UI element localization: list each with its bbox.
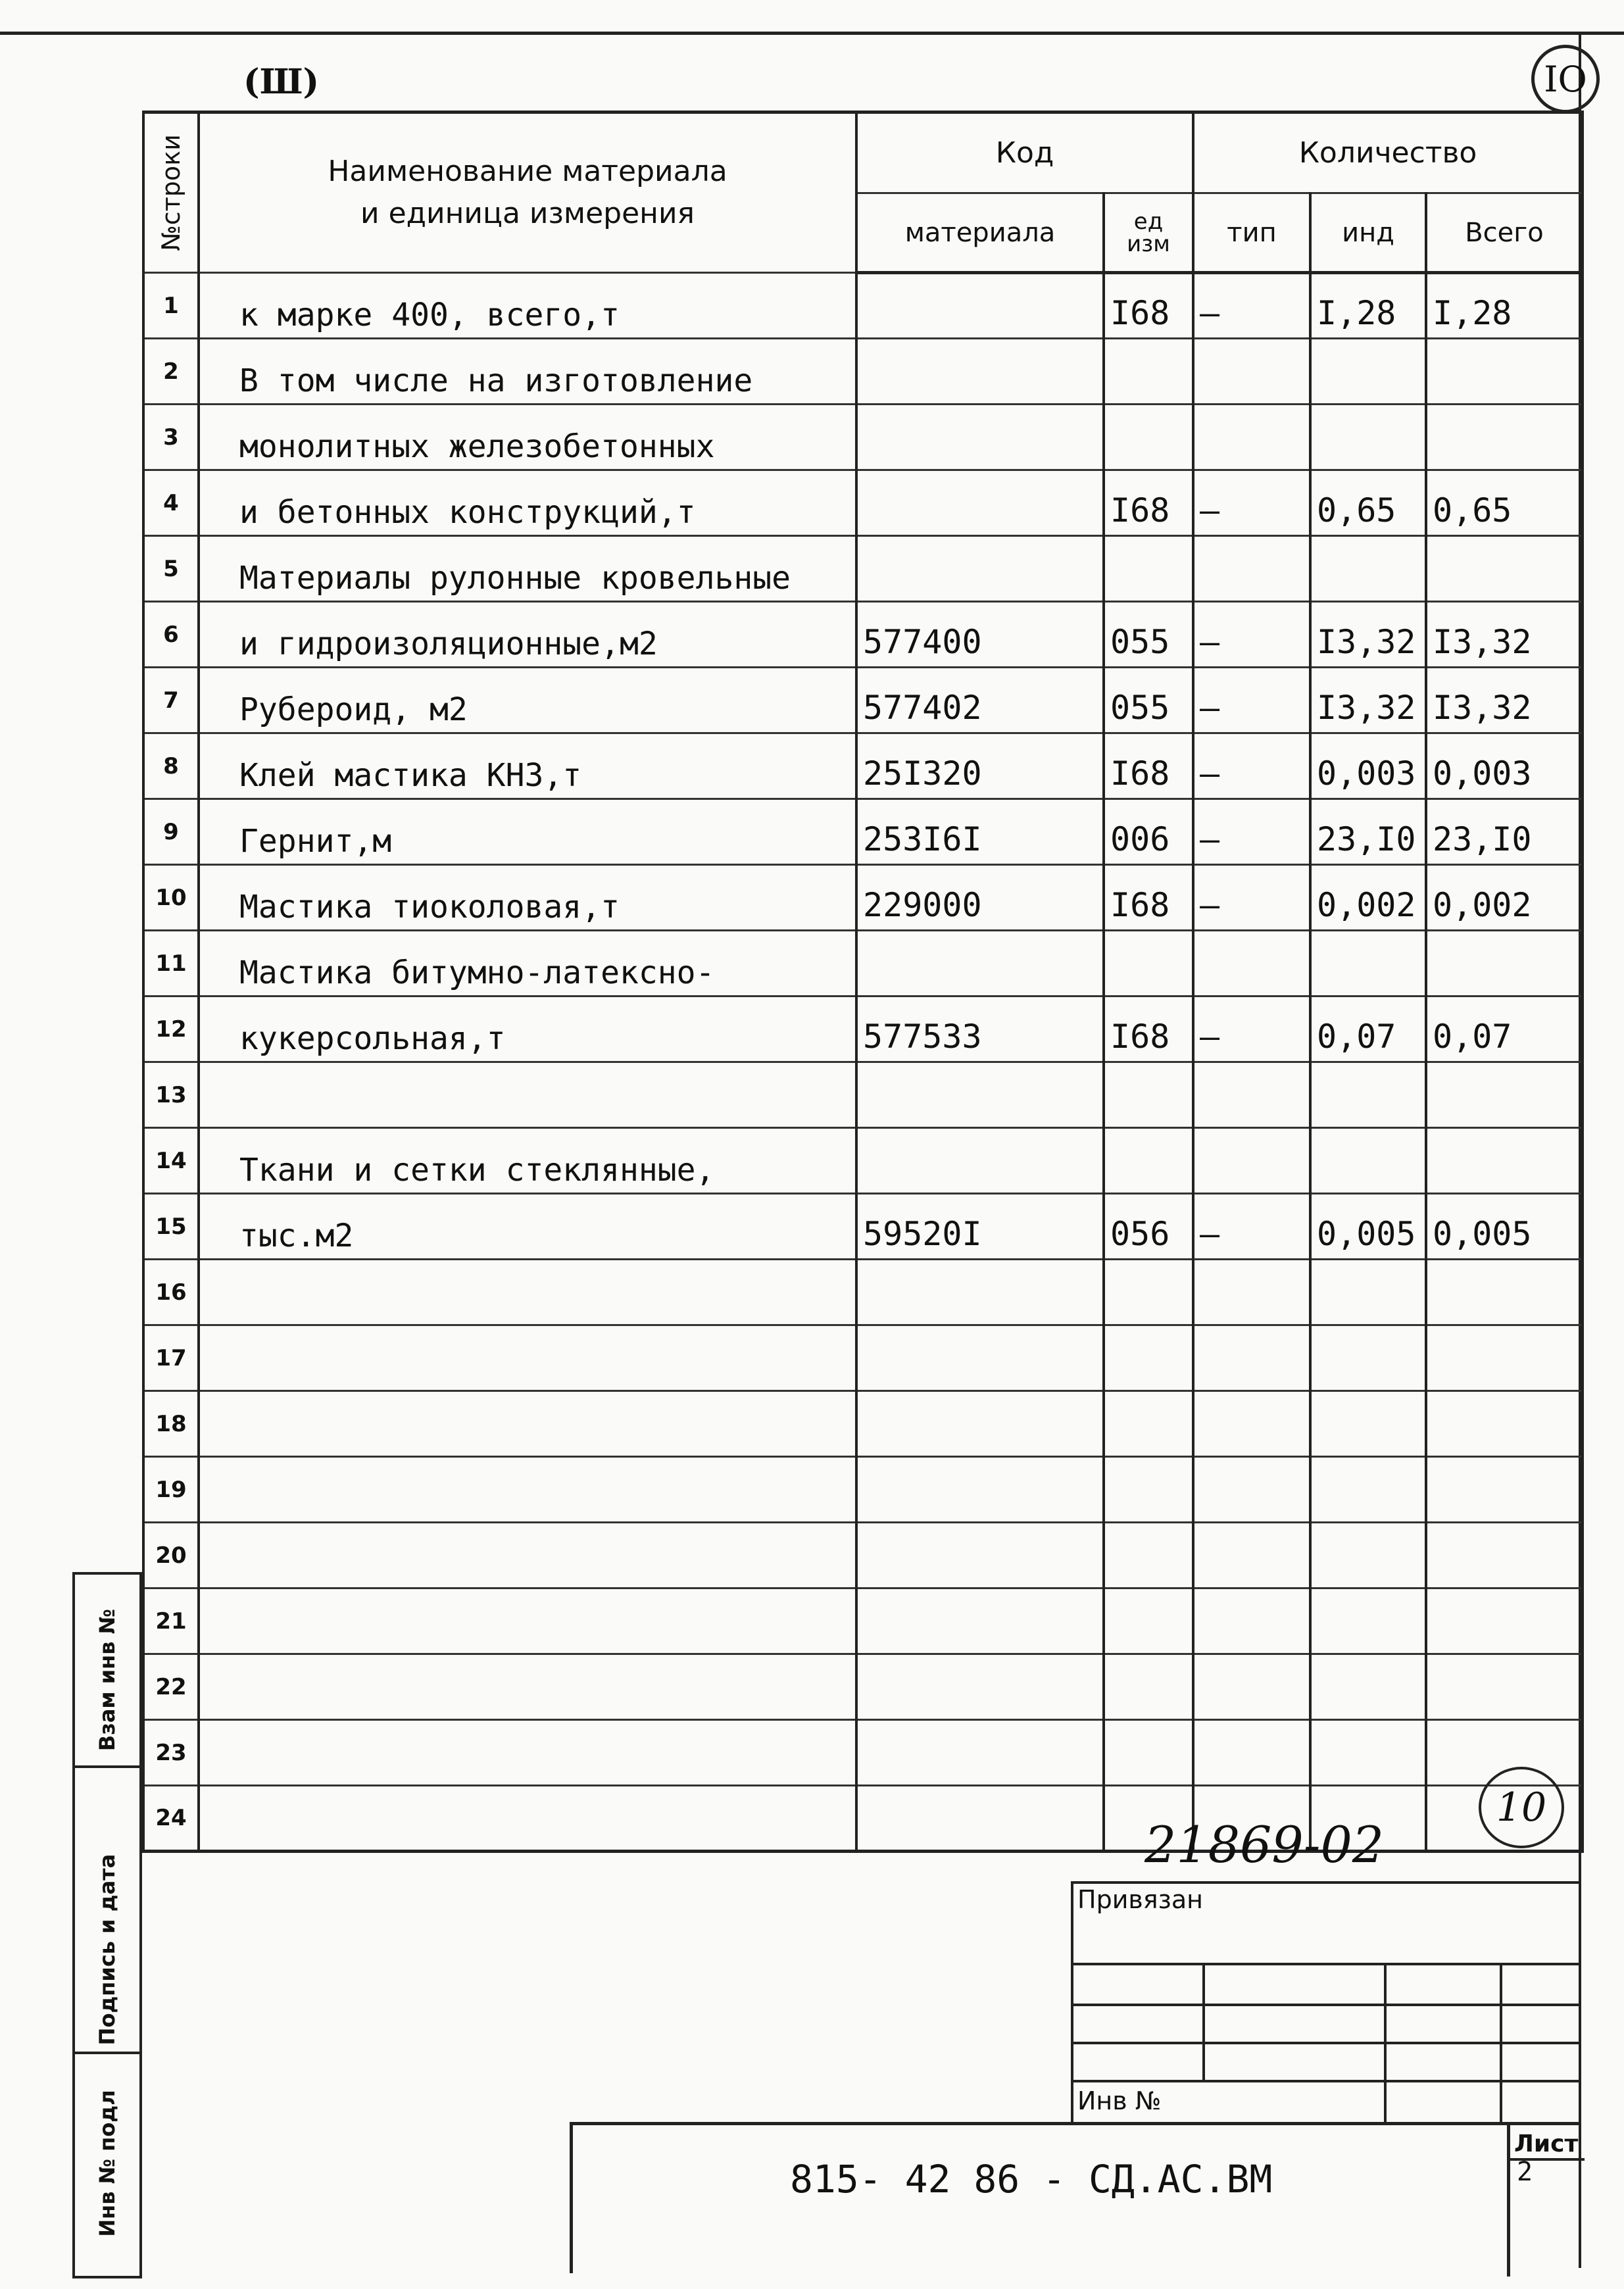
table-row (143, 470, 1583, 536)
qty-total-cell: 0,002 (1426, 865, 1583, 931)
qty-type-cell: – (1193, 668, 1310, 733)
header-unit-line2: изм (1127, 230, 1170, 257)
sheet-cell (1507, 2125, 1585, 2277)
header-material-name (199, 112, 856, 273)
material-name-cell: кукерсольная,т (199, 997, 856, 1062)
qty-total-cell: I3,32 (1426, 602, 1583, 668)
sidebar-label-signature-date: Подпись и дата (95, 1854, 120, 2046)
qty-ind-cell (1310, 1720, 1426, 1786)
qty-ind-cell (1310, 1654, 1426, 1720)
sheet-label: Лист (1514, 2130, 1579, 2157)
unit-code-cell: I68 (1104, 997, 1193, 1062)
qty-ind-cell: 0,002 (1310, 865, 1426, 931)
stamp-line (1071, 1881, 1581, 1884)
material-code-cell (856, 470, 1104, 536)
material-name-cell (199, 1523, 856, 1588)
material-code-cell (856, 1588, 1104, 1654)
row-number-cell: 10 (143, 865, 199, 931)
material-name-cell (199, 1654, 856, 1720)
qty-ind-cell (1310, 1062, 1426, 1128)
sidebar-stamp-strip (72, 1572, 142, 2278)
material-name-cell: Гернит,м (199, 799, 856, 865)
qty-total-cell (1426, 1062, 1583, 1128)
materials-table (142, 111, 1584, 1853)
unit-code-cell: 055 (1104, 668, 1193, 733)
qty-type-cell (1193, 1062, 1310, 1128)
row-number-cell: 12 (143, 997, 199, 1062)
qty-type-cell: – (1193, 470, 1310, 536)
sheet-number: 2 (1517, 2157, 1533, 2187)
qty-total-cell (1426, 1523, 1583, 1588)
row-number-cell: 6 (143, 602, 199, 668)
table-row (143, 1391, 1583, 1457)
material-name-cell: и гидроизоляционные,м2 (199, 602, 856, 668)
table-row (143, 1523, 1583, 1588)
qty-type-cell: – (1193, 799, 1310, 865)
unit-code-cell (1104, 339, 1193, 405)
material-name-cell (199, 1260, 856, 1325)
unit-code-cell (1104, 931, 1193, 997)
qty-type-cell (1193, 1523, 1310, 1588)
row-number-cell: 23 (143, 1720, 199, 1786)
table-row (143, 799, 1583, 865)
qty-total-cell (1426, 405, 1583, 470)
material-code-cell (856, 1654, 1104, 1720)
qty-ind-cell (1310, 1128, 1426, 1194)
qty-ind-cell (1310, 1588, 1426, 1654)
unit-code-cell: 006 (1104, 799, 1193, 865)
row-number-cell: 9 (143, 799, 199, 865)
qty-total-cell (1426, 339, 1583, 405)
material-code-cell (856, 1062, 1104, 1128)
qty-type-cell (1193, 1128, 1310, 1194)
header-row-number (143, 112, 199, 273)
stamp-line (1071, 2080, 1581, 2082)
row-number-cell: 24 (143, 1786, 199, 1852)
unit-code-cell (1104, 536, 1193, 602)
table-row (143, 1654, 1583, 1720)
table-row (143, 273, 1583, 339)
qty-total-cell: I,28 (1426, 273, 1583, 339)
top-border-line (0, 32, 1624, 35)
table-row (143, 536, 1583, 602)
material-name-cell (199, 1325, 856, 1391)
material-code-cell: 25I320 (856, 733, 1104, 799)
material-name-cell (199, 1720, 856, 1786)
table-row (143, 1325, 1583, 1391)
material-name-cell: Материалы рулонные кровельные (199, 536, 856, 602)
table-row (143, 733, 1583, 799)
row-number-cell: 1 (143, 273, 199, 339)
material-code-cell (856, 1325, 1104, 1391)
material-code-cell: 59520I (856, 1194, 1104, 1260)
qty-type-cell (1193, 1588, 1310, 1654)
row-number-cell: 17 (143, 1325, 199, 1391)
row-number-cell: 21 (143, 1588, 199, 1654)
qty-type-cell: – (1193, 602, 1310, 668)
qty-ind-cell (1310, 1325, 1426, 1391)
unit-code-cell (1104, 1325, 1193, 1391)
qty-type-cell (1193, 405, 1310, 470)
table-row (143, 1588, 1583, 1654)
qty-total-cell (1426, 1325, 1583, 1391)
material-name-cell (199, 1062, 856, 1128)
material-name-cell: Рубероид, м2 (199, 668, 856, 733)
sidebar-label-original-inv: Инв № подл (95, 2090, 120, 2237)
material-code-cell: 577400 (856, 602, 1104, 668)
unit-code-cell (1104, 1457, 1193, 1523)
row-number-cell: 22 (143, 1654, 199, 1720)
material-code-cell (856, 405, 1104, 470)
row-number-cell: 19 (143, 1457, 199, 1523)
material-code-cell (856, 1260, 1104, 1325)
material-name-cell: и бетонных конструкций,т (199, 470, 856, 536)
qty-ind-cell: 0,65 (1310, 470, 1426, 536)
header-qty-ind: инд (1310, 193, 1426, 273)
stamp-line (1202, 1963, 1205, 2080)
qty-type-cell (1193, 1457, 1310, 1523)
unit-code-cell (1104, 405, 1193, 470)
material-code-cell (856, 273, 1104, 339)
qty-type-cell (1193, 1391, 1310, 1457)
unit-code-cell (1104, 1523, 1193, 1588)
material-name-cell: Клей мастика КН3,т (199, 733, 856, 799)
qty-type-cell: – (1193, 997, 1310, 1062)
material-name-cell: монолитных железобетонных (199, 405, 856, 470)
qty-type-cell: – (1193, 1194, 1310, 1260)
header-qty-type: тип (1193, 193, 1310, 273)
material-name-cell: Мастика тиоколовая,т (199, 865, 856, 931)
row-number-cell: 13 (143, 1062, 199, 1128)
qty-total-cell: 0,65 (1426, 470, 1583, 536)
header-unit-line1: ед (1133, 208, 1164, 235)
row-number-cell: 5 (143, 536, 199, 602)
table-row (143, 997, 1583, 1062)
qty-ind-cell: I3,32 (1310, 602, 1426, 668)
stamp-line (1071, 1881, 1073, 2125)
qty-ind-cell (1310, 1457, 1426, 1523)
qty-type-cell: – (1193, 273, 1310, 339)
material-name-cell (199, 1457, 856, 1523)
inv-label: Инв № (1077, 2086, 1162, 2115)
table-body (143, 273, 1583, 1852)
page-number-circle: IO (1531, 45, 1600, 113)
row-number-cell: 11 (143, 931, 199, 997)
table-row (143, 602, 1583, 668)
table-row (143, 1128, 1583, 1194)
material-code-cell (856, 1786, 1104, 1852)
document-code: 815- 42 86 - СД.АС.ВМ (790, 2157, 1273, 2202)
table-row (143, 931, 1583, 997)
row-number-cell: 15 (143, 1194, 199, 1260)
qty-ind-cell: I,28 (1310, 273, 1426, 339)
sidebar-divider (75, 1765, 139, 1768)
row-number-cell: 14 (143, 1128, 199, 1194)
qty-total-cell (1426, 536, 1583, 602)
material-name-cell: к марке 400, всего,т (199, 273, 856, 339)
material-code-cell (856, 1523, 1104, 1588)
qty-ind-cell (1310, 339, 1426, 405)
qty-ind-cell (1310, 1523, 1426, 1588)
table-row (143, 1720, 1583, 1786)
table-row (143, 339, 1583, 405)
header-name-line2: и единица измерения (360, 197, 695, 230)
qty-ind-cell (1310, 931, 1426, 997)
header-name-line1: Наименование материала (328, 155, 727, 188)
qty-ind-cell: 0,005 (1310, 1194, 1426, 1260)
qty-total-cell: 23,I0 (1426, 799, 1583, 865)
stamp-line (1384, 1963, 1387, 2125)
sidebar-label-replacement-inv: Взам инв № (95, 1608, 120, 1752)
material-code-cell: 577402 (856, 668, 1104, 733)
material-code-cell (856, 931, 1104, 997)
qty-ind-cell: 0,07 (1310, 997, 1426, 1062)
unit-code-cell: 056 (1104, 1194, 1193, 1260)
table-row (143, 865, 1583, 931)
qty-total-cell (1426, 931, 1583, 997)
qty-type-cell (1193, 931, 1310, 997)
qty-type-cell (1193, 1720, 1310, 1786)
table-row (143, 1194, 1583, 1260)
qty-total-cell: 0,003 (1426, 733, 1583, 799)
qty-total-cell (1426, 1654, 1583, 1720)
table-row (143, 1062, 1583, 1128)
unit-code-cell (1104, 1128, 1193, 1194)
row-number-cell: 8 (143, 733, 199, 799)
table-row (143, 1457, 1583, 1523)
handwritten-page-circle: 10 (1479, 1767, 1564, 1848)
header-code-material: материала (856, 193, 1104, 273)
qty-total-cell (1426, 1128, 1583, 1194)
unit-code-cell (1104, 1588, 1193, 1654)
unit-code-cell: 055 (1104, 602, 1193, 668)
title-block (570, 2122, 1581, 2273)
row-number-cell: 18 (143, 1391, 199, 1457)
row-number-cell: 4 (143, 470, 199, 536)
sidebar-divider (75, 2052, 139, 2054)
qty-type-cell (1193, 1260, 1310, 1325)
unit-code-cell (1104, 1391, 1193, 1457)
qty-total-cell: I3,32 (1426, 668, 1583, 733)
material-name-cell (199, 1391, 856, 1457)
material-code-cell (856, 1391, 1104, 1457)
material-name-cell: Ткани и сетки стеклянные, (199, 1128, 856, 1194)
material-code-cell: 577533 (856, 997, 1104, 1062)
bound-label: Привязан (1077, 1885, 1203, 1914)
row-number-cell: 16 (143, 1260, 199, 1325)
material-name-cell: Мастика битумно-латексно- (199, 931, 856, 997)
material-code-cell (856, 1457, 1104, 1523)
qty-ind-cell: I3,32 (1310, 668, 1426, 733)
row-number-cell: 3 (143, 405, 199, 470)
unit-code-cell (1104, 1720, 1193, 1786)
stamp-line (1071, 1963, 1581, 1965)
unit-code-cell (1104, 1062, 1193, 1128)
qty-type-cell (1193, 536, 1310, 602)
header-code-group: Код (856, 112, 1193, 193)
unit-code-cell: I68 (1104, 865, 1193, 931)
material-code-cell: 229000 (856, 865, 1104, 931)
stamp-line (1071, 2004, 1581, 2006)
qty-total-cell: 0,005 (1426, 1194, 1583, 1260)
material-code-cell (856, 536, 1104, 602)
section-mark: (Ш) (243, 62, 320, 102)
qty-total-cell (1426, 1457, 1583, 1523)
qty-total-cell: 0,07 (1426, 997, 1583, 1062)
material-name-cell: В том числе на изготовление (199, 339, 856, 405)
unit-code-cell: I68 (1104, 733, 1193, 799)
qty-ind-cell (1310, 1391, 1426, 1457)
qty-total-cell (1426, 1260, 1583, 1325)
qty-total-cell (1426, 1391, 1583, 1457)
handwritten-stamp-number: 21869-02 (1144, 1815, 1385, 1874)
table-row (143, 405, 1583, 470)
qty-ind-cell (1310, 1260, 1426, 1325)
material-name-cell: тыс.м2 (199, 1194, 856, 1260)
material-name-cell (199, 1588, 856, 1654)
header-code-unit (1104, 193, 1193, 273)
qty-type-cell: – (1193, 865, 1310, 931)
unit-code-cell (1104, 1654, 1193, 1720)
table-row (143, 1260, 1583, 1325)
unit-code-cell: I68 (1104, 273, 1193, 339)
row-number-cell: 20 (143, 1523, 199, 1588)
qty-type-cell (1193, 1325, 1310, 1391)
qty-type-cell (1193, 1654, 1310, 1720)
qty-type-cell (1193, 339, 1310, 405)
table-row (143, 668, 1583, 733)
qty-total-cell (1426, 1588, 1583, 1654)
header-quantity-group: Количество (1193, 112, 1583, 193)
header-qty-total: Всего (1426, 193, 1583, 273)
material-code-cell: 253I6I (856, 799, 1104, 865)
material-code-cell (856, 339, 1104, 405)
stamp-line (1071, 2042, 1581, 2044)
material-code-cell (856, 1720, 1104, 1786)
row-number-cell: 7 (143, 668, 199, 733)
binding-stamp-block (1071, 1881, 1581, 2125)
material-name-cell (199, 1786, 856, 1852)
qty-ind-cell (1310, 405, 1426, 470)
unit-code-cell (1104, 1260, 1193, 1325)
unit-code-cell: I68 (1104, 470, 1193, 536)
qty-ind-cell: 23,I0 (1310, 799, 1426, 865)
qty-type-cell: – (1193, 733, 1310, 799)
material-code-cell (856, 1128, 1104, 1194)
qty-ind-cell: 0,003 (1310, 733, 1426, 799)
stamp-line (1500, 1963, 1502, 2125)
row-number-cell: 2 (143, 339, 199, 405)
header-row-number-label: №строки (157, 134, 185, 251)
qty-ind-cell (1310, 536, 1426, 602)
